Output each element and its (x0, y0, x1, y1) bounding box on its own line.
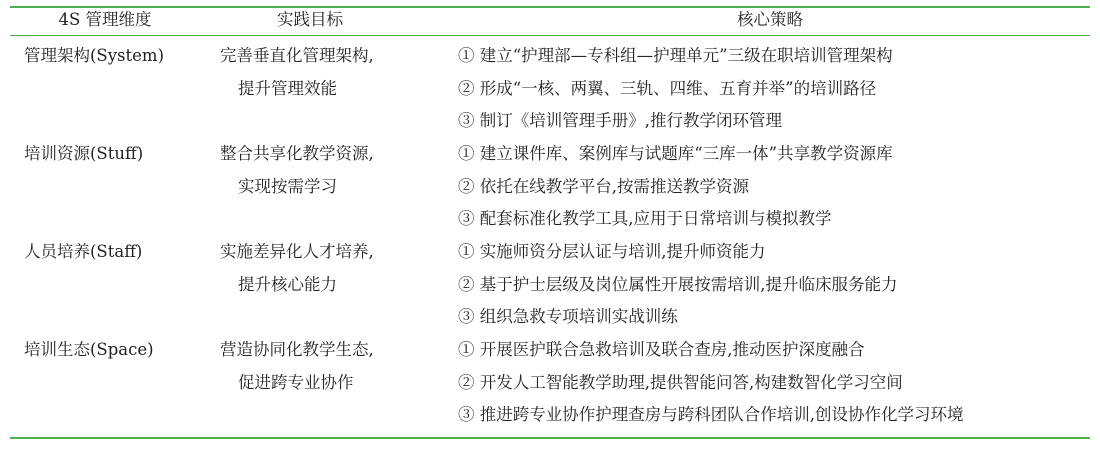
row-goal (220, 334, 374, 399)
goal-line: 提升管理效能 (238, 78, 337, 98)
strategy-item: ③ 组织急救专项培训实战训练 (458, 307, 678, 327)
strategy-item: ② 形成“一核、两翼、三轨、四维、五育并举”的培训路径 (458, 78, 877, 98)
goal-line: 完善垂直化管理架构, (220, 46, 374, 65)
goal-line: 实施差异化人才培养, (220, 242, 374, 261)
strategy-item: ② 开发人工智能教学助理,提供智能问答,构建数智化学习空间 (458, 372, 903, 392)
strategy-item: ③ 制订《培训管理手册》,推行教学闭环管理 (458, 111, 782, 131)
row-strategies (458, 138, 893, 236)
row-dimension: 人员培养(Staff) (24, 242, 143, 261)
goal-line: 整合共享化教学资源, (220, 144, 374, 163)
strategy-item: ① 实施师资分层认证与培训,提升师资能力 (458, 242, 766, 261)
strategy-item: ① 建立“护理部—专科组—护理单元”三级在职培训管理架构 (458, 46, 893, 65)
goal-line: 营造协同化教学生态, (220, 340, 374, 359)
row-dimension: 培训生态(Space) (24, 340, 154, 359)
bottom-rule (10, 437, 1090, 439)
row-dimension: 管理架构(System) (24, 46, 165, 65)
row-dimension: 培训资源(Stuff) (24, 144, 144, 163)
header-goal: 实践目标 (277, 10, 343, 29)
goal-line: 提升核心能力 (238, 274, 337, 294)
row-strategies (458, 334, 964, 432)
header-dimension: 4S 管理维度 (58, 10, 152, 29)
strategy-item: ③ 推进跨专业协作护理查房与跨科团队合作培训,创设协作化学习环境 (458, 405, 964, 425)
strategy-item: ① 建立课件库、案例库与试题库“三库一体”共享教学资源库 (458, 144, 893, 163)
row-goal (220, 236, 374, 301)
header-rule (10, 35, 1090, 36)
row-strategies (458, 40, 893, 138)
strategy-item: ② 依托在线教学平台,按需推送教学资源 (458, 176, 749, 196)
goal-line: 促进跨专业协作 (238, 372, 354, 392)
row-strategies (458, 236, 898, 334)
row-goal (220, 138, 374, 203)
header-strategy: 核心策略 (737, 10, 803, 29)
row-goal (220, 40, 374, 105)
strategy-item: ③ 配套标准化教学工具,应用于日常培训与模拟教学 (458, 209, 832, 229)
strategy-item: ① 开展医护联合急救培训及联合查房,推动医护深度融合 (458, 340, 865, 359)
strategy-item: ② 基于护士层级及岗位属性开展按需培训,提升临床服务能力 (458, 274, 898, 294)
goal-line: 实现按需学习 (238, 176, 337, 196)
